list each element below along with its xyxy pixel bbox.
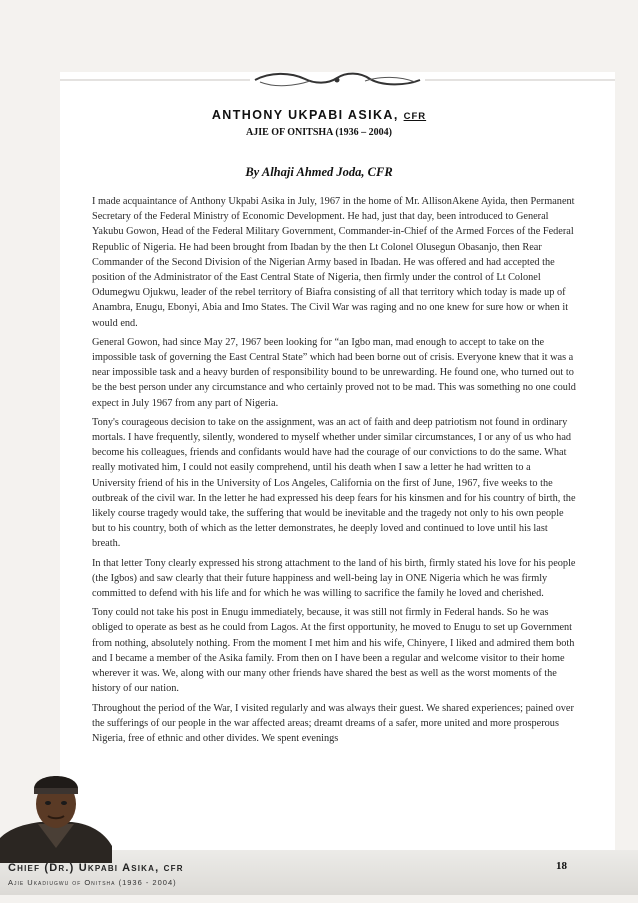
article-subtitle: AJIE OF ONITSHA (1936 – 2004): [245, 127, 393, 138]
photo-subcaption: Ajie Ukadiugwu of Onitsha (1936 - 2004): [8, 878, 177, 887]
article-body: [92, 194, 576, 750]
portrait-photo: [0, 758, 112, 863]
paragraph: I made acquaintance of Anthony Ukpabi Asika in July, 1967 in the home of Mr. AllisonAkene Ayida, then Permanent Secretary of the Federal Ministry of Economic Development. He had, just that day, been introduced to General Yakubu Gowon, Head of the Federal Military Government, Commander-in-Chief of the Armed Forces of the Federal Republic of Nigeria. He had been brought from Ibadan by the then Lt Colonel Olusegun Obasanjo, then Rear Commander of the Second Division of the Nigerian Army based in Ibadan. He was offered and had accepted the position of the Administrator of the East Central State of Nigeria, then firmly under the control of Lt Colonel Odumegwu Ojukwu, leader of the rebel territory of Biafra consisting of all that territory which today is made up of Anambra, Enugu, Ebonyi, Abia and Imo States. The Civil War was raging and no one knew for sure how or when it would end.: [92, 196, 575, 329]
paragraph: General Gowon, had since May 27, 1967 been looking for “an Igbo man, mad enough to accept to take on the impossible task of governing the East Central State” which had been borne out of crisis. Everyone knew that it was a near impossible task and a heavy burden of responsibility bound to be unrewarding. He found one, who turned out to be the best person under any circumstance and who certainly proved not to be mad. This was something no one could expect in July 1967 from any part of Nigeria.: [92, 336, 576, 409]
paragraph: Tony could not take his post in Enugu immediately, because, it was still not firmly in Federal hands. So he was obliged to operate as best as he could from Lagos. At the first opportunity, he moved to Enugu to set up Government from nothing, absolutely nothing. From the moment I met him and his wife, Chinyere, I liked and admired them both and I became a member of the Asika family. From then on I have been a regular and welcome visitor to their home wherever it was. We, along with our many other friends have shared the best as well as the worst moments of the history of our nation.: [92, 607, 575, 695]
title-name: ANTHONY UKPABI ASIKA,: [211, 108, 399, 122]
page-number: 18: [556, 860, 567, 872]
title-suffix: CFR: [403, 111, 427, 122]
ornament-divider: [60, 70, 615, 90]
article-title: [0, 108, 638, 122]
byline: By Alhaji Ahmed Joda, CFR: [245, 165, 393, 179]
photo-caption: Chief (Dr.) Ukpabi Asika, cfr: [8, 862, 184, 874]
paragraph: Throughout the period of the War, I visited regularly and was always their guest. We shared experiences; pained over the sufferings of our people in the war affected areas; dreamt dreams of a safer, more united and more prosperous Nigeria, free of ethnic and other divides. We spent evenings: [92, 702, 574, 744]
paragraph: Tony's courageous decision to take on the assignment, was an act of faith and deep patriotism not found in ordinary mortals. I have frequently, silently, wondered to myself whether under similar circumstances, I or any of us who had become his colleagues, friends and confidants would have had the courage of our convictions to do the same. What really motivated him, I could not easily comprehend, until his death when I saw a letter he had written to a University friend of his in the University of Los Angeles, California on the first of June, 1967, five weeks to the outbreak of the civil war. In the letter he had expressed his deep fears for his kinsmen and for his country of birth, the likely course tragedy would take, the suffering that would be inevitable and the tragedy not only to his own people but to his country, both of which as the letter demonstrates, he deeply loved and continued to love until his last breath.: [92, 416, 576, 550]
paragraph: In that letter Tony clearly expressed his strong attachment to the land of his birth, firmly stated his love for his people (the Igbos) and saw clearly that their future happiness and well-being lay in ONE Nigeria which he was firmly committed to defend with his life and for which he was willing to sacrifice the family he loved and cherished.: [92, 557, 576, 600]
